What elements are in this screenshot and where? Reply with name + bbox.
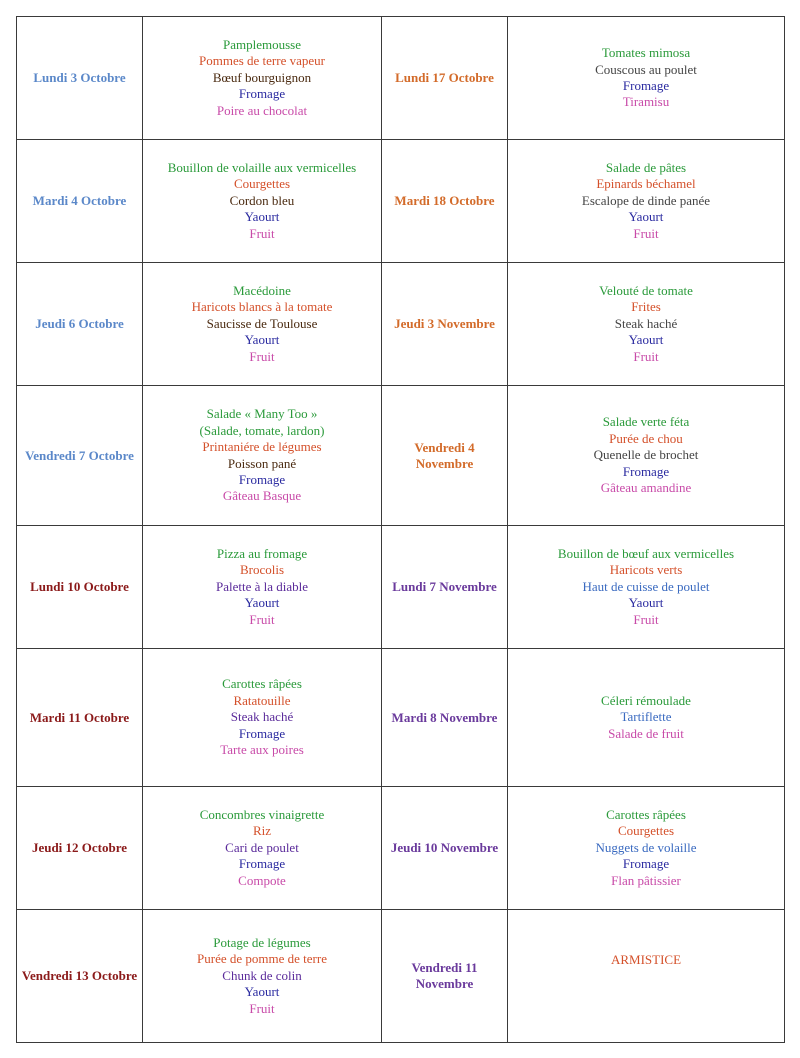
menu-item: Steak haché <box>614 315 678 331</box>
menu-item: Saucisse de Toulouse <box>206 315 318 331</box>
day-label: Jeudi 3 Novembre <box>382 263 508 386</box>
menu-item: Bouillon de volaille aux vermicelles <box>167 159 357 175</box>
menu-item: Fromage <box>238 471 286 487</box>
table-row <box>17 386 785 526</box>
menu-item: Carottes râpées <box>606 806 686 822</box>
menu-item: Escalope de dinde panée <box>581 192 711 208</box>
day-label: Mardi 18 Octobre <box>382 140 508 263</box>
table-row <box>17 263 785 386</box>
menu-item: Fruit <box>249 225 275 241</box>
table-row <box>17 526 785 649</box>
menu-cell <box>508 17 785 140</box>
menu-item: Poisson pané <box>227 455 297 471</box>
menu-item: Yaourt <box>244 332 280 348</box>
menu-item: Riz <box>252 823 272 839</box>
menu-cell <box>143 649 382 787</box>
menu-item: Fromage <box>238 725 286 741</box>
menu-item: Purée de chou <box>609 430 683 446</box>
menu-item: Yaourt <box>244 209 280 225</box>
menu-item: Purée de pomme de terre <box>197 951 327 967</box>
menu-item: Cordon bleu <box>229 192 295 208</box>
menu-item: Cari de poulet <box>225 839 299 855</box>
day-label: Vendredi 7 Octobre <box>17 386 143 526</box>
menu-item: Haricots blancs à la tomate <box>191 299 333 315</box>
day-label: Mardi 11 Octobre <box>17 649 143 787</box>
menu-cell <box>143 140 382 263</box>
menu-item: Fromage <box>238 86 286 102</box>
menu-item: Brocolis <box>239 562 285 578</box>
menu-cell <box>143 910 382 1043</box>
menu-cell <box>508 910 785 1043</box>
day-label: Lundi 17 Octobre <box>382 17 508 140</box>
menu-cell <box>508 526 785 649</box>
day-label: Vendredi 13 Octobre <box>17 910 143 1043</box>
menu-item: Yaourt <box>244 595 280 611</box>
menu-item: Fruit <box>249 348 275 364</box>
menu-item: Palette à la diable <box>215 578 309 594</box>
menu-item: Courgettes <box>233 176 291 192</box>
menu-item: Fruit <box>633 348 659 364</box>
menu-item: Salade de fruit <box>608 725 684 741</box>
menu-item: Bouillon de bœuf aux vermicelles <box>557 545 735 561</box>
menu-item: Salade verte féta <box>602 414 690 430</box>
menu-item: Yaourt <box>628 332 664 348</box>
table-row <box>17 140 785 263</box>
menu-item: Yaourt <box>628 209 664 225</box>
menu-item: Fruit <box>249 611 275 627</box>
table-row <box>17 649 785 787</box>
holiday-label: ARMISTICE <box>610 952 682 967</box>
day-label: Lundi 10 Octobre <box>17 526 143 649</box>
day-label: Lundi 3 Octobre <box>17 17 143 140</box>
menu-cell <box>143 17 382 140</box>
day-label: Mardi 8 Novembre <box>382 649 508 787</box>
day-label: Mardi 4 Octobre <box>17 140 143 263</box>
menu-cell <box>143 386 382 526</box>
menu-item: Tiramisu <box>622 94 670 110</box>
menu-item: Salade de pâtes <box>605 159 687 175</box>
menu-item: Macédoine <box>233 282 291 298</box>
menu-item: Chunk de colin <box>222 967 302 983</box>
menu-cell <box>143 787 382 910</box>
menu-item: Pommes de terre vapeur <box>199 53 325 69</box>
menu-item: Haricots verts <box>609 562 683 578</box>
table-row <box>17 910 785 1043</box>
menu-item: Nuggets de volaille <box>595 839 697 855</box>
menu-item: Fromage <box>622 856 670 872</box>
menu-item: Courgettes <box>617 823 675 839</box>
menu-item: Bœuf bourguignon <box>212 69 312 85</box>
menu-item: Fruit <box>633 225 659 241</box>
menu-item: (Salade, tomate, lardon) <box>199 422 325 438</box>
menu-item: Velouté de tomate <box>599 282 693 298</box>
menu-item: Fromage <box>622 78 670 93</box>
day-label: Vendredi 11 Novembre <box>382 910 508 1043</box>
menu-item: Frites <box>631 299 661 315</box>
menu-item: Compote <box>238 872 286 888</box>
menu-item: Pamplemousse <box>223 36 301 52</box>
menu-item: Printaniére de légumes <box>202 439 322 455</box>
menu-item: Steak haché <box>230 709 294 725</box>
day-label: Lundi 7 Novembre <box>382 526 508 649</box>
menu-item: Fruit <box>249 1000 275 1016</box>
menu-item: Yaourt <box>244 984 280 1000</box>
menu-item: Gâteau amandine <box>600 480 692 496</box>
menu-item: Salade « Many Too » <box>206 406 318 422</box>
menu-item: Céleri rémoulade <box>601 692 691 708</box>
menu-item: Poire au chocolat <box>216 102 308 118</box>
menu-item: Yaourt <box>628 595 664 611</box>
menu-item: Potage de légumes <box>213 934 311 950</box>
day-label: Jeudi 10 Novembre <box>382 787 508 910</box>
menu-item: Pizza au fromage <box>216 545 308 561</box>
menu-cell <box>508 787 785 910</box>
menu-item: Fruit <box>633 611 659 627</box>
menu-item: Haut de cuisse de poulet <box>582 578 710 594</box>
menu-item: Fromage <box>238 856 286 872</box>
menu-item: Concombres vinaigrette <box>199 806 325 822</box>
menu-item: Tomates mimosa <box>601 45 691 61</box>
menu-item: Fromage <box>622 463 670 479</box>
menu-cell <box>508 140 785 263</box>
menu-item: Flan pâtissier <box>611 872 681 888</box>
day-label: Jeudi 6 Octobre <box>17 263 143 386</box>
lunch-menu-table <box>16 16 785 1043</box>
menu-cell <box>143 526 382 649</box>
menu-item: Couscous au poulet <box>595 61 697 77</box>
menu-item: Ratatouille <box>233 692 291 708</box>
table-row <box>17 17 785 140</box>
day-label: Vendredi 4 Novembre <box>382 386 508 526</box>
menu-cell <box>508 263 785 386</box>
day-label: Jeudi 12 Octobre <box>17 787 143 910</box>
menu-item: Carottes râpées <box>222 676 302 692</box>
menu-item: Tartiflette <box>620 709 672 725</box>
menu-cell <box>508 649 785 787</box>
menu-item: Tarte aux poires <box>220 742 304 758</box>
menu-item: Gâteau Basque <box>222 488 302 504</box>
menu-cell <box>143 263 382 386</box>
menu-item: Epinards béchamel <box>596 176 696 192</box>
menu-item: Quenelle de brochet <box>593 447 699 463</box>
menu-cell <box>508 386 785 526</box>
table-row <box>17 787 785 910</box>
